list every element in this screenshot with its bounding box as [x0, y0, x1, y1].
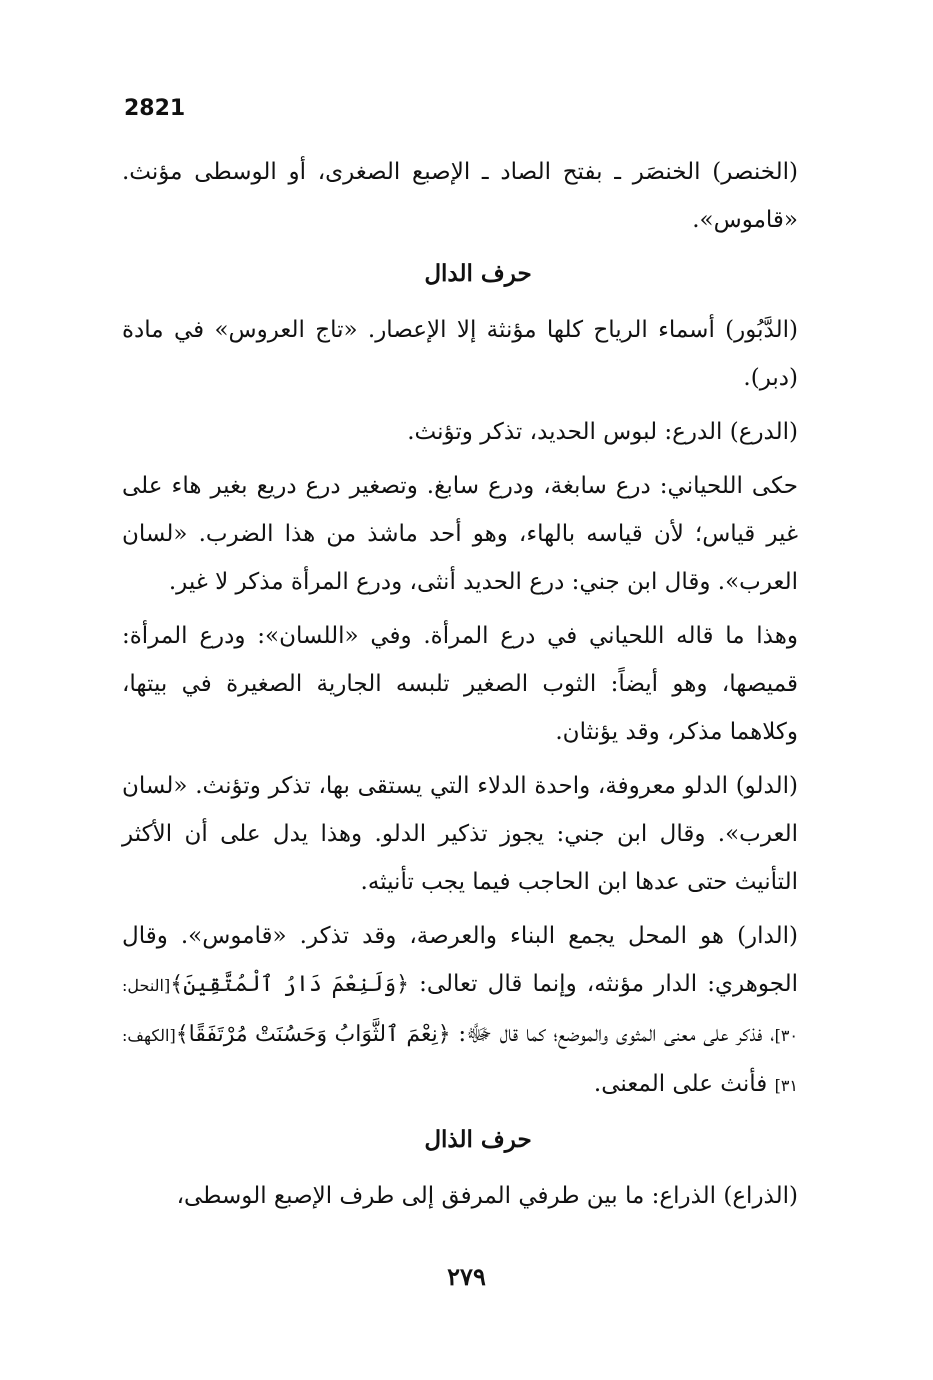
page-number: ٢٧٩ [447, 1262, 486, 1291]
verse-reference-kahf: [الكهف: ٣١] [122, 1026, 798, 1095]
entry-dalw: (الدلو) الدلو معروفة، واحدة الدلاء التي يستقى بها، تذكر وتؤنث. «لسان العرب». وقال ابن جني: يجوز تذكير الدلو. وهذا يدل على أن الأكثر التأنيث حتى عدها ابن الحاجب فيما يجب تأنيثه. [122, 773, 798, 895]
section-heading-dal: حرف الدال [424, 260, 532, 287]
page-body [122, 148, 834, 1226]
entry-dar-text-b: ، فذكر على معنى المثوى والموضع؛ كما قال ﷻ: [450, 1021, 775, 1047]
top-reference-number: 2821 [124, 96, 186, 121]
entry-dir-lihyani: حكى اللحياني: درع سابغة، ودرع سابغ. وتصغير درع دريع بغير هاء على غير قياس؛ لأن قياسه بالهاء، وهو أحد ماشذ من هذا الضرب. «لسان العرب». وقال ابن جني: درع الحديد أنثى، ودرع المرأة مذكر لا غير. [122, 473, 798, 595]
entry-dir-woman: وهذا ما قاله اللحياني في درع المرأة. وفي «اللسان»: ودرع المرأة: قميصها، وهو أيضاً: الثوب الصغير تلبسه الجارية الصغيرة في بيتها، وكلاهما مذكر، وقد يؤنثان. [122, 623, 798, 745]
verse-reference-nahl: [النحل: ٣٠] [122, 976, 798, 1045]
entry-dar-text-a: (الدار) هو المحل يجمع البناء والعرصة، وقد تذكر. «قاموس». وقال الجوهري: الدار مؤنثه، وإنما قال تعالى: [122, 923, 798, 997]
entry-khinsir: (الخنصر) الخنصَر ـ بفتح الصاد ـ الإصبع الصغرى، أو الوسطى مؤنث. «قاموس». [122, 159, 798, 233]
section-heading-dhal: حرف الذال [424, 1126, 532, 1153]
entry-dir: (الدرع) الدرع: لبوس الحديد، تذكر وتؤنث. [407, 419, 798, 445]
quran-verse-nahl: ﴿وَلَنِعْمَ دَارُ ٱلْمُتَّقِينَ﴾ [170, 972, 409, 997]
quran-verse-kahf: ﴿نِعْمَ ٱلثَّوَابُ وَحَسُنَتْ مُرْتَفَقًا﴾ [175, 1022, 451, 1047]
entry-dar-text-c: فأنث على المعنى. [593, 1071, 775, 1097]
entry-dhira: (الذراع) الذراع: ما بين طرفي المرفق إلى طرف الإصبع الوسطى، [176, 1183, 798, 1209]
entry-dabur: (الدَّبُور) أسماء الرياح كلها مؤنثة إلا الإعصار. «تاج العروس» في مادة (دبر). [122, 317, 798, 391]
entry-dar [122, 912, 834, 1110]
